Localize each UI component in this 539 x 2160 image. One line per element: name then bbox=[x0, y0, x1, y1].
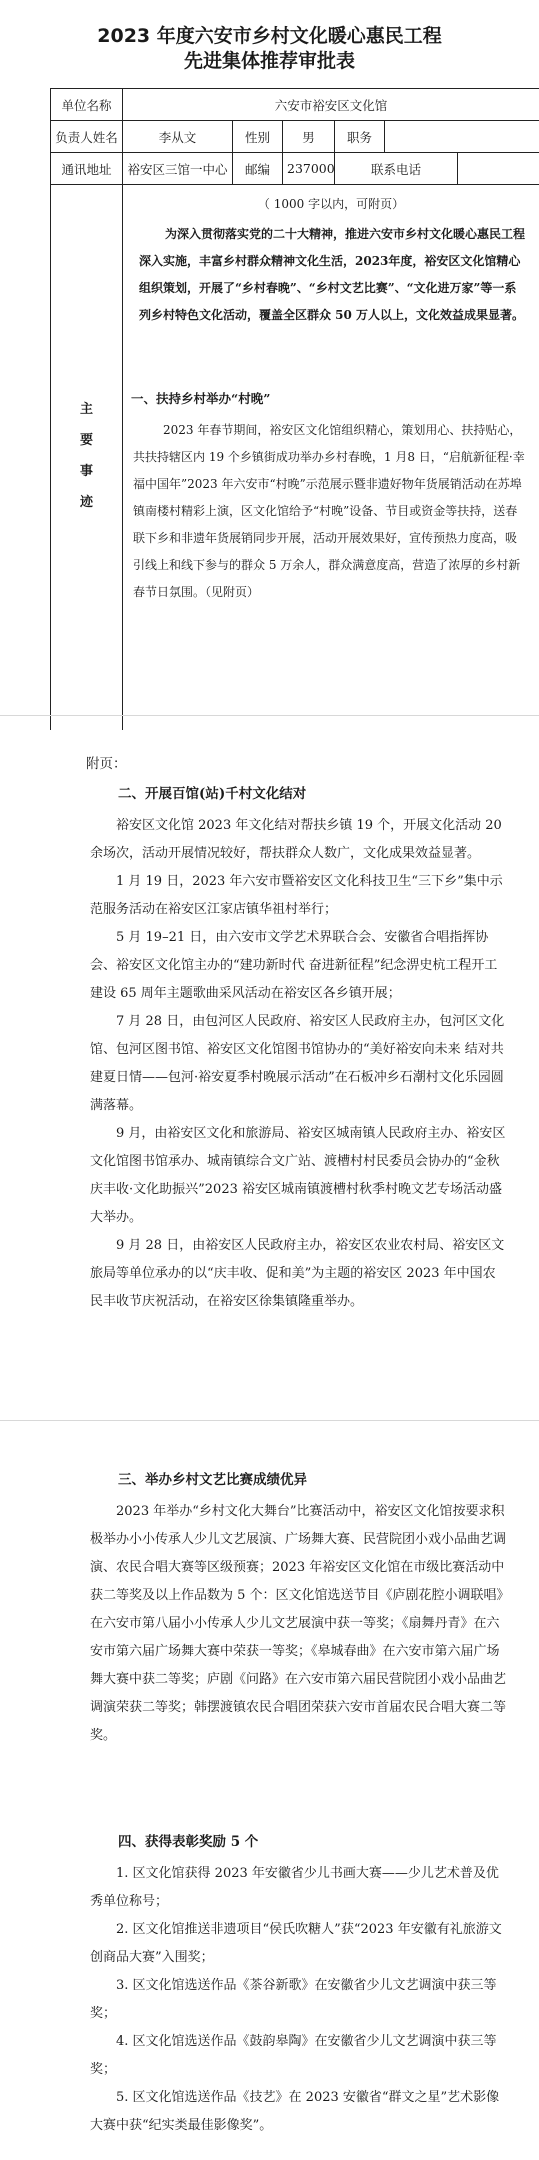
section2-paragraph: 9 月，由裕安区文化和旅游局、裕安区城南镇人民政府主办、裕安区文化馆图书馆承办、城南镇综合文广站、渡槽村村民委员会协办的“金秋庆丰收·文化助振兴”2023 裕安区城南镇渡槽村秋季村晚文艺专场活动盛大举办。 bbox=[90, 1126, 506, 1225]
document-title: 2023 年度六安市乡村文化暖心惠民工程 bbox=[97, 25, 442, 47]
intro-paragraph: 为深入贯彻落实党的二十大精神，推进六安市乡村文化暖心惠民工程深入实施，丰富乡村群众精神文化生活，2023年度，裕安区文化馆精心组织策划，开展了“乡村春晚”、“乡村文艺比赛”、“文化进万家”等一系列乡村特色文化活动，覆盖全区群众 50 万人以上，文化效益成果显著。 bbox=[139, 227, 526, 322]
award-item: 3. 区文化馆选送作品《茶谷新歌》在安徽省少儿文艺调演中获三等奖； bbox=[90, 1978, 497, 2021]
phone-value bbox=[458, 153, 539, 185]
section4-list bbox=[90, 1860, 506, 2140]
side-char: 主 bbox=[79, 402, 93, 417]
zip-label: 邮编 bbox=[233, 153, 283, 185]
section1-paragraph: 2023 年春节期间，裕安区文化馆组织精心，策划用心、扶持贴心，共扶持辖区内 19 个乡镇街成功举办乡村春晚，1 月8 日，“启航新征程·幸福中国年”2023 年六安市“村晚”示范展示暨非遗好物年货展销活动在苏埠镇南楼村精彩上演，区文化馆给予“村晚”设备、节目或资金等扶持，送春联下乡和非遗年货展销同步开展，活动开展效果好，宣传预热力度高，吸引线上和线下参与的群众 5 万余人，群众满意度高，营造了浓厚的乡村新春节日氛围。（见附页） bbox=[133, 423, 525, 599]
page-form bbox=[0, 0, 539, 700]
post-label: 职务 bbox=[335, 121, 385, 153]
section2-paragraph: 9 月 28 日，由裕安区人民政府主办，裕安区农业农村局、裕安区文旅局等单位承办的以“庆丰收、促和美”为主题的裕安区 2023 年中国农民丰收节庆祝活动，在裕安区徐集镇隆重举办。 bbox=[90, 1238, 505, 1309]
document-subtitle: 先进集体推荐审批表 bbox=[183, 50, 355, 72]
address-value: 裕安区三馆一中心 bbox=[123, 153, 233, 185]
section1-title: 一、扶持乡村举办“村晚” bbox=[131, 391, 271, 406]
section3-paragraph: 2023 年举办“乡村文化大舞台”比赛活动中，裕安区文化馆按要求积极举办小小传承人少儿文艺展演、广场舞大赛、民营院团小戏小品曲艺调演、农民合唱大赛等区级预赛；2023 年裕安区文化馆在市级比赛活动中获二等奖及以上作品数为 5 个：区文化馆选送节目《庐剧花腔小调联唱》在六安市第八届小小传承人少儿文艺展演中获一等奖；《扇舞丹青》在六安市第六届广场舞大赛中荣获一等奖；《皋城春曲》在六安市第六届广场舞大赛中获二等奖；庐剧《问路》在六安市第六届民营院团小戏小品曲艺调演荣获二等奖；韩摆渡镇农民合唱团荣获六安市首届农民合唱大赛二等奖。 bbox=[90, 1504, 507, 1743]
appendix-label: 附页： bbox=[86, 756, 127, 772]
section2-title: 二、开展百馆(站)千村文化结对 bbox=[118, 786, 307, 802]
section2-paragraph: 1 月 19 日，2023 年六安市暨裕安区文化科技卫生“三下乡”集中示范服务活动在裕安区江家店镇华祖村举行； bbox=[90, 874, 503, 917]
section2-body bbox=[90, 812, 506, 1316]
main-deeds-content bbox=[123, 185, 539, 784]
form-row-main-deeds bbox=[51, 185, 539, 784]
recommendation-form-table bbox=[50, 88, 539, 784]
page-appendix-1 bbox=[0, 730, 539, 1410]
section3-body bbox=[90, 1498, 506, 1750]
leader-label: 负责人姓名 bbox=[51, 121, 123, 153]
award-item: 2. 区文化馆推送非遗项目“侯氏吹糖人”获“2023 年安徽有礼旅游文创商品大赛”入围奖； bbox=[90, 1922, 502, 1965]
award-item: 5. 区文化馆选送作品《技艺》在 2023 安徽省“群文之星”艺术影像大赛中获“纪实类最佳影像奖”。 bbox=[90, 2090, 500, 2133]
side-char: 迹 bbox=[79, 495, 93, 510]
unit-label: 单位名称 bbox=[51, 89, 123, 121]
award-item: 1. 区文化馆获得 2023 年安徽省少儿书画大赛——少儿艺术普及优秀单位称号； bbox=[90, 1866, 499, 1909]
section2-paragraph: 7 月 28 日，由包河区人民政府、裕安区人民政府主办，包河区文化馆、包河区图书馆、裕安区文化馆图书馆协办的“美好裕安向未来 结对共建夏日情——包河·裕安夏季村晚展示活动”在石板冲乡石潮村文化乐园圆满落幕。 bbox=[90, 1014, 505, 1113]
form-row-unit bbox=[51, 89, 539, 121]
address-label: 通讯地址 bbox=[51, 153, 123, 185]
side-char: 事 bbox=[79, 464, 93, 479]
gender-value: 男 bbox=[283, 121, 335, 153]
phone-label: 联系电话 bbox=[335, 153, 458, 185]
gender-label: 性别 bbox=[233, 121, 283, 153]
zip-value: 237000 bbox=[283, 153, 335, 185]
leader-value: 李从文 bbox=[123, 121, 233, 153]
form-row-address bbox=[51, 153, 539, 185]
section2-paragraph: 5 月 19–21 日，由六安市文学艺术界联合会、安徽省合唱指挥协会、裕安区文化馆主办的“建功新时代 奋进新征程”纪念淠史杭工程开工建设 65 周年主题歌曲采风活动在裕安区各乡镇开展； bbox=[90, 930, 498, 1001]
post-value bbox=[385, 121, 539, 153]
form-row-leader bbox=[51, 121, 539, 153]
award-item: 4. 区文化馆选送作品《鼓韵皋陶》在安徽省少儿文艺调演中获三等奖； bbox=[90, 2034, 497, 2077]
word-limit-note: （ 1000 字以内，可附页） bbox=[257, 197, 405, 211]
page-divider bbox=[0, 1420, 539, 1421]
main-deeds-label bbox=[51, 185, 123, 784]
page-appendix-2 bbox=[0, 1430, 539, 2160]
unit-value: 六安市裕安区文化馆 bbox=[123, 89, 539, 121]
side-char: 要 bbox=[79, 433, 93, 448]
section3-title: 三、举办乡村文艺比赛成绩优异 bbox=[118, 1472, 307, 1488]
page-divider bbox=[0, 715, 539, 716]
section2-paragraph: 裕安区文化馆 2023 年文化结对帮扶乡镇 19 个，开展文化活动 20 余场次，活动开展情况较好，帮扶群众人数广，文化成果效益显著。 bbox=[90, 818, 502, 861]
section4-title: 四、获得表彰奖励 5 个 bbox=[118, 1834, 259, 1850]
